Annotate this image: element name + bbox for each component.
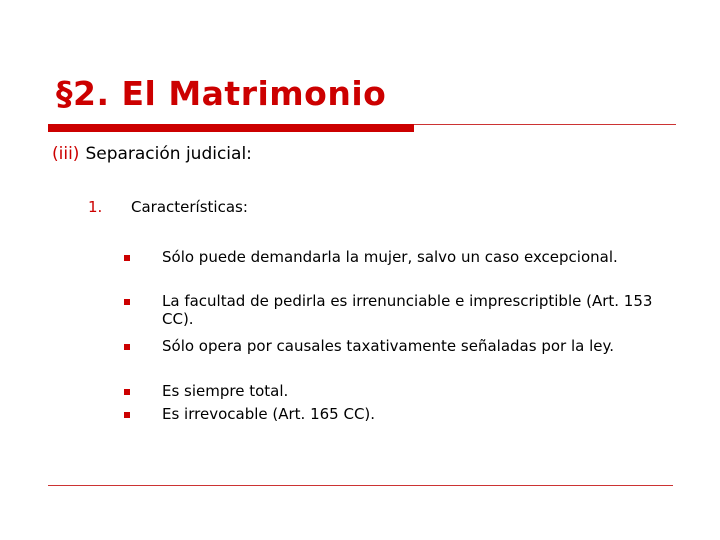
bullet-text: Es siempre total. — [162, 382, 289, 400]
point-number: 1. — [88, 198, 103, 216]
point-text: Características: — [131, 198, 248, 216]
section-number: (iii) — [52, 144, 80, 164]
bullet-marker — [124, 299, 130, 305]
section-heading — [52, 144, 252, 164]
title-underline-line — [414, 124, 676, 125]
bullet-marker — [124, 344, 130, 350]
bullet-text: Es irrevocable (Art. 165 CC). — [162, 405, 376, 423]
bullet-text: Sólo puede demandarla la mujer, salvo un caso excepcional. — [162, 248, 618, 266]
footer-divider — [48, 485, 673, 486]
bullet-marker — [124, 389, 130, 395]
section-text: Separación judicial: — [85, 144, 252, 164]
slide-title: §2. El Matrimonio — [56, 74, 387, 113]
bullet-text: La facultad de pedirla es irrenunciable e imprescriptible (Art. 153 CC). — [162, 292, 653, 328]
bullet-marker — [124, 255, 130, 261]
title-underline-bar — [48, 124, 414, 132]
bullet-text: Sólo opera por causales taxativamente señaladas por la ley. — [162, 337, 614, 355]
numbered-point — [88, 198, 248, 216]
bullet-marker — [124, 412, 130, 418]
